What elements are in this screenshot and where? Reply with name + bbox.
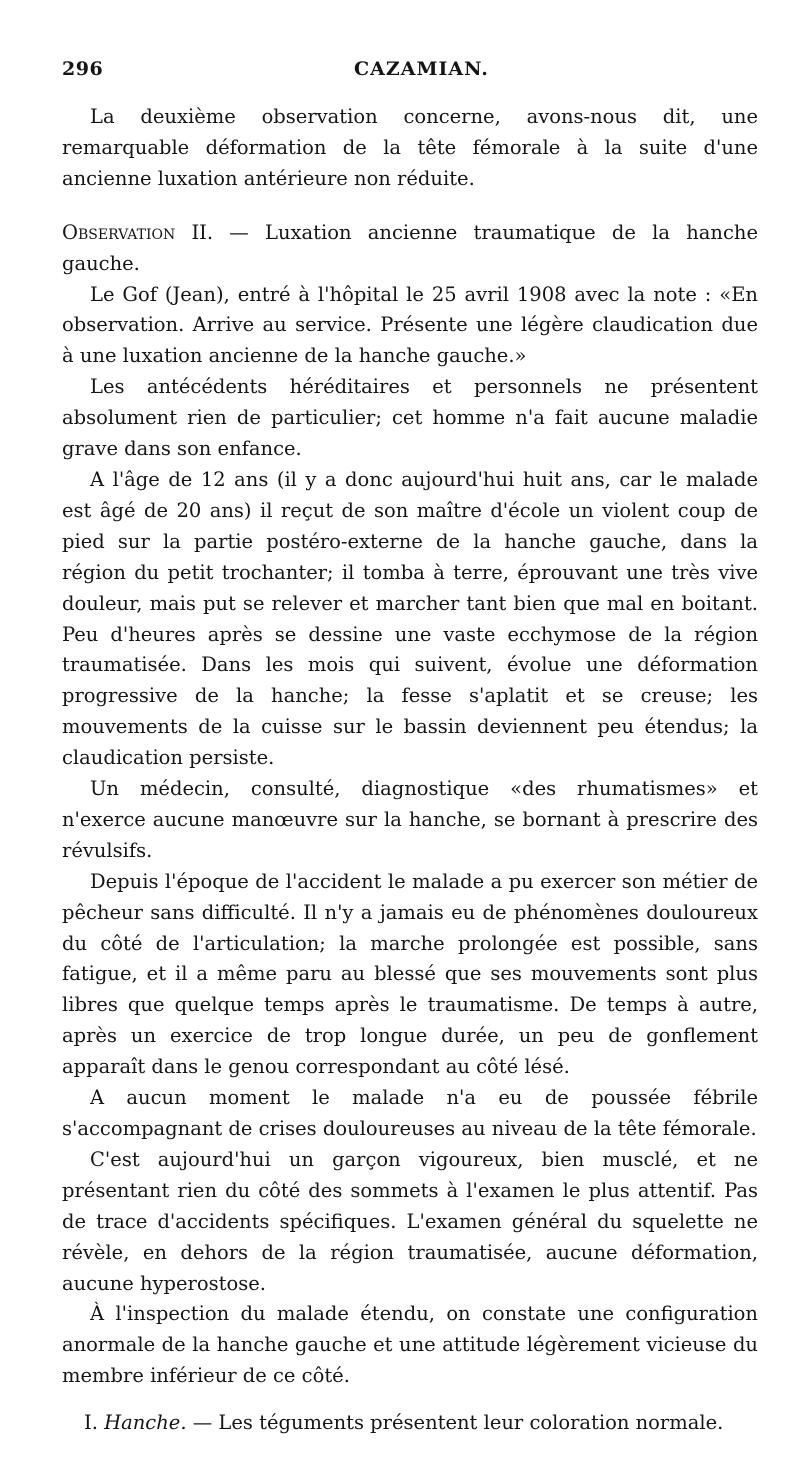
item-title: Hanche.: [104, 1411, 187, 1435]
paragraph-fever: A aucun moment le malade n'a eu de poussée fébrile s'accompagnant de crises douloureuses au niveau de la tête fémorale.: [62, 1086, 758, 1140]
paragraph-general-exam: C'est aujourd'hui un garçon vigoureux, bien musclé, et ne présentant rien du côté des sommets à l'examen le plus attentif. Pas de trace d'accidents spécifiques. L'examen général du squelette ne révèle, en dehors de la région traumatisée, aucune déformation, aucune hyperostose.: [62, 1147, 758, 1295]
paragraph-occupation: Depuis l'époque de l'accident le malade a pu exercer son métier de pêcheur sans difficulté. Il n'y a jamais eu de phénomènes douloureux du côté de l'articulation; la marche prolongée est possible, sans fatigue, et il a même paru au blessé que ses mouvements sont plus libres que quelque temps après le traumatisme. De temps à autre, après un exercice de trop longue durée, un peu de gonflement apparaît dans le genou correspondant au côté lésé.: [62, 869, 758, 1079]
hip-item: [62, 1408, 758, 1439]
page-number: 296: [62, 58, 104, 80]
paragraph-inspection: À l'inspection du malade étendu, on constate une configuration anormale de la hanche gauche et une attitude légèrement vicieuse du membre inférieur de ce côté.: [62, 1302, 758, 1388]
page-header: [62, 58, 742, 88]
paragraph-physician: Un médecin, consulté, diagnostique «des rhumatismes» et n'exerce aucune manœuvre sur la hanche, se bornant à prescrire des révulsifs.: [62, 777, 758, 862]
item-text: — Les téguments présentent leur coloration normale.: [186, 1411, 724, 1435]
item-number: I.: [84, 1411, 98, 1435]
paragraph-admission: Le Gof (Jean), entré à l'hôpital le 25 avril 1908 avec la note : «En observation. Arrive au service. Présente une légère claudication due à une luxation ancienne de la hanche gauche.»: [62, 282, 758, 368]
observation-heading: [62, 218, 758, 280]
running-head: CAZAMIAN.: [354, 58, 489, 80]
paragraph-antecedents: Les antécédents héréditaires et personnels ne présentent absolument rien de particulier; cet homme n'a fait aucune maladie grave dans son enfance.: [62, 375, 758, 461]
body-text: [62, 102, 758, 1439]
observation-label: Observation II.: [62, 220, 214, 244]
paragraph-accident: A l'âge de 12 ans (il y a donc aujourd'hui huit ans, car le malade est âgé de 20 ans) il reçut de son maître d'école un violent coup de pied sur la partie postéro-externe de la hanche gauche, dans la région du petit trochanter; il tomba à terre, éprouvant une très vive douleur, mais put se relever et marcher tant bien que mal en boitant. Peu d'heures après se dessine une vaste ecchymose de la région traumatisée. Dans les mois qui suivent, évolue une déformation progressive de la hanche; la fesse s'aplatit et se creuse; les mouvements de la cuisse sur le bassin deviennent peu étendus; la claudication persiste.: [62, 467, 758, 770]
observation-title: — Luxation ancienne traumatique de la hanche gauche.: [62, 220, 759, 275]
intro-paragraph: La deuxième observation concerne, avons-nous dit, une remarquable déformation de la tête fémorale à la suite d'une ancienne luxation antérieure non réduite.: [62, 105, 758, 190]
